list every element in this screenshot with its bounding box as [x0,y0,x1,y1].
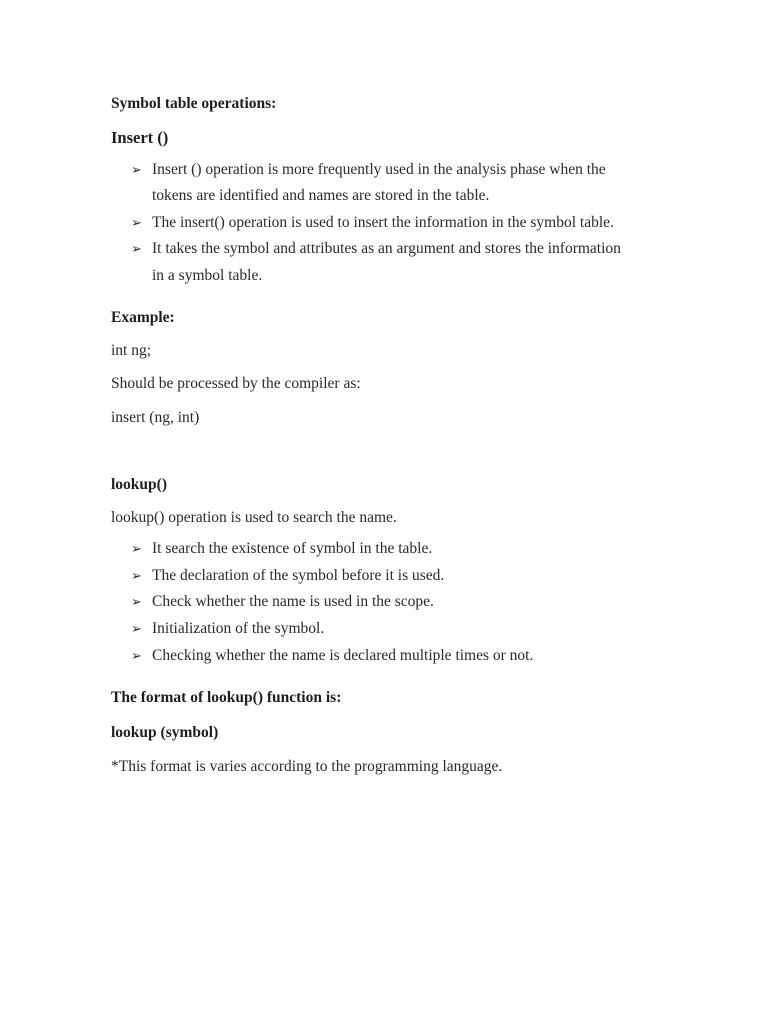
lookup-heading: lookup() [111,476,167,493]
insert-bullet-3-line-2: in a symbol table. [152,267,263,284]
insert-bullet-1-line-1: Insert () operation is more frequently used in the analysis phase when the [152,161,606,178]
lookup-bullet-3: Check whether the name is used in the scope. [152,593,434,610]
lookup-intro: lookup() operation is used to search the name. [111,509,397,526]
bullet-marker: ➢ [131,162,142,177]
bullet-marker: ➢ [131,241,142,256]
insert-heading: Insert () [111,128,169,147]
insert-bullet-3-line-1: It takes the symbol and attributes as an argument and stores the information [152,240,621,257]
insert-bullet-2: The insert() operation is used to insert the information in the symbol table. [152,214,614,231]
lookup-bullet-1: It search the existence of symbol in the table. [152,540,433,557]
bullet-marker: ➢ [131,568,142,583]
example-line-3: insert (ng, int) [111,409,200,426]
bullet-marker: ➢ [131,594,142,609]
section-title: Symbol table operations: [111,95,277,112]
lookup-bullet-5: Checking whether the name is declared multiple times or not. [152,647,534,664]
bullet-marker: ➢ [131,541,142,556]
insert-bullet-1-line-2: tokens are identified and names are stored in the table. [152,187,490,204]
example-line-1: int ng; [111,342,152,359]
lookup-bullet-4: Initialization of the symbol. [152,620,325,637]
bullet-marker: ➢ [131,215,142,230]
bullet-marker: ➢ [131,648,142,663]
bullet-marker: ➢ [131,621,142,636]
lookup-bullet-2: The declaration of the symbol before it is used. [152,567,445,584]
example-heading: Example: [111,309,175,326]
example-line-2: Should be processed by the compiler as: [111,375,361,392]
format-code: lookup (symbol) [111,724,219,741]
format-heading: The format of lookup() function is: [111,689,342,706]
format-note: *This format is varies according to the programming language. [111,758,503,775]
